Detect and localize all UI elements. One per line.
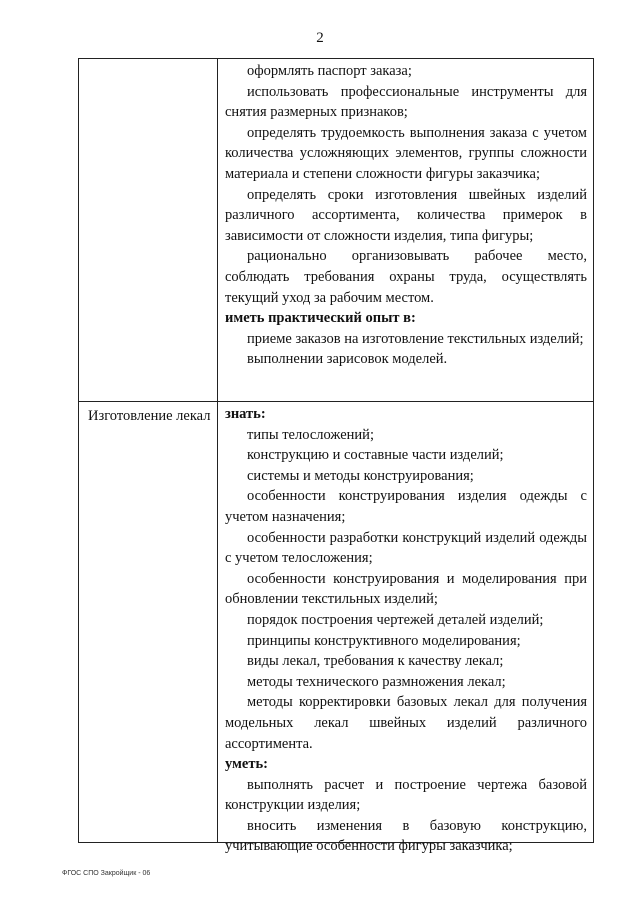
list-paragraph: оформлять паспорт заказа;	[247, 63, 412, 79]
list-paragraph: особенности конструирования и моделирования при обновлении текстильных изделий;	[225, 570, 587, 608]
list-paragraph: методы технического размножения лекал;	[247, 673, 506, 690]
list-paragraph: определять сроки изготовления швейных изделий различного ассортимента, количества примерок в зависимости от сложности изделия, типа фигуры;	[225, 186, 587, 244]
document-footer: ФГОС СПО Закройщик - 06	[62, 870, 151, 877]
row-divider	[79, 401, 593, 402]
list-paragraph: выполнении зарисовок моделей.	[247, 351, 448, 368]
row-1-content	[225, 61, 587, 370]
competency-table	[78, 58, 594, 855]
list-paragraph: выполнять расчет и построение чертежа базовой конструкции изделия;	[225, 776, 587, 814]
list-paragraph: определять трудоемкость выполнения заказа с учетом количества усложняющих элементов, группы сложности материала и степени сложности фигуры заказчика;	[225, 124, 587, 182]
row-2-content	[225, 404, 587, 857]
section-heading: уметь:	[225, 756, 268, 773]
page-number: 2	[316, 30, 324, 46]
list-paragraph: вносить изменения в базовую конструкцию, учитывающие особенности фигуры заказчика;	[225, 817, 587, 855]
list-paragraph: особенности разработки конструкций изделий одежды с учетом телосложения;	[225, 529, 587, 567]
list-paragraph: порядок построения чертежей деталей изделий;	[247, 611, 544, 628]
section-heading: знать:	[225, 406, 266, 422]
list-paragraph: типы телосложений;	[247, 426, 374, 443]
row-label-lekala: Изготовление лекал	[88, 408, 211, 424]
section-heading: иметь практический опыт в:	[225, 310, 416, 327]
list-paragraph: виды лекал, требования к качеству лекал;	[247, 653, 504, 670]
list-paragraph: системы и методы конструирования;	[247, 467, 474, 484]
list-paragraph: методы корректировки базовых лекал для получения модельных лекал швейных изделий различного ассортимента.	[225, 694, 587, 752]
list-paragraph: особенности конструирования изделия одежды с учетом назначения;	[225, 488, 587, 525]
list-paragraph: конструкцию и составные части изделий;	[247, 447, 504, 464]
list-paragraph: использовать профессиональные инструменты для снятия размерных признаков;	[225, 83, 587, 121]
column-divider	[217, 59, 218, 842]
list-paragraph: принципы конструктивного моделирования;	[247, 632, 521, 649]
list-paragraph: рационально организовывать рабочее место, соблюдать требования охраны труда, осуществлять текущий уход за рабочим местом.	[225, 248, 587, 306]
list-paragraph: приеме заказов на изготовление текстильных изделий;	[247, 330, 584, 347]
